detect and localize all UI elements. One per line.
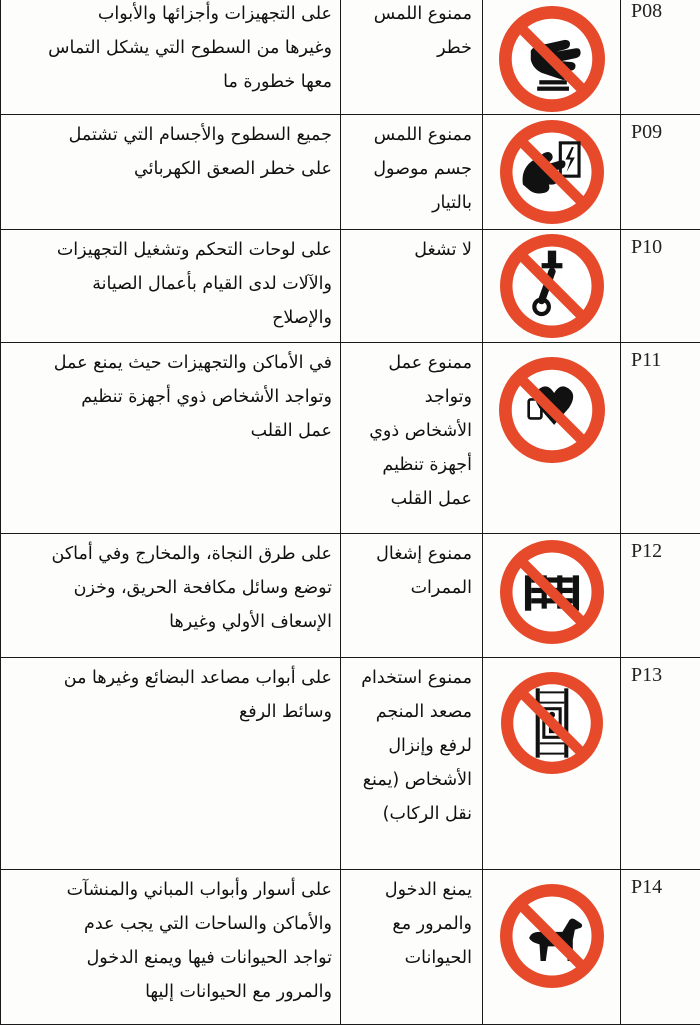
icon-cell bbox=[483, 230, 621, 343]
place-cell bbox=[1, 115, 341, 230]
meaning-text: ممنوع عمل وتواجد الأشخاص ذوي أجهزة تنظيم عمل القلب bbox=[341, 343, 482, 516]
icon-cell bbox=[483, 658, 621, 870]
do-not-obstruct-icon bbox=[500, 540, 604, 644]
table-row bbox=[1, 115, 700, 230]
code-cell bbox=[621, 534, 700, 658]
code-cell bbox=[621, 343, 700, 534]
place-text: جميع السطوح والأجسام التي تشتمل على خطر الصعق الكهربائي bbox=[1, 115, 340, 186]
no-touching-live-electricity-icon bbox=[500, 120, 604, 224]
place-cell bbox=[1, 534, 341, 658]
do-not-switch-on-icon bbox=[500, 234, 604, 338]
code-label: P11 bbox=[621, 343, 700, 371]
meaning-cell bbox=[341, 534, 483, 658]
place-cell bbox=[1, 343, 341, 534]
place-text: على التجهيزات وأجزائها والأبواب وغيرها من السطوح التي يشكل التماس معها خطورة ما bbox=[1, 0, 340, 99]
meaning-text: يمنع الدخول والمرور مع الحيوانات bbox=[341, 870, 482, 975]
place-text: في الأماكن والتجهيزات حيث يمنع عمل وتواجد الأشخاص ذوي أجهزة تنظيم عمل القلب bbox=[1, 343, 340, 448]
code-label: P10 bbox=[621, 230, 700, 258]
table-row bbox=[1, 230, 700, 343]
meaning-text: لا تشغل bbox=[341, 230, 482, 267]
place-cell bbox=[1, 0, 341, 115]
code-cell bbox=[621, 115, 700, 230]
place-cell bbox=[1, 230, 341, 343]
code-cell bbox=[621, 0, 700, 115]
meaning-text: ممنوع اللمس خطر bbox=[341, 0, 482, 65]
place-text: على طرق النجاة، والمخارج وفي أماكن توضع وسائل مكافحة الحريق، وخزن الإسعاف الأولي وغيرها bbox=[1, 534, 340, 639]
no-touching-hand-icon bbox=[499, 6, 605, 112]
meaning-cell bbox=[341, 343, 483, 534]
meaning-cell bbox=[341, 870, 483, 1025]
meaning-cell bbox=[341, 115, 483, 230]
table-row bbox=[1, 658, 700, 870]
place-cell bbox=[1, 870, 341, 1025]
place-text: على أبواب مصاعد البضائع وغيرها من وسائط الرفع bbox=[1, 658, 340, 729]
no-pacemaker-icon bbox=[499, 357, 605, 463]
table-row bbox=[1, 870, 700, 1025]
code-label: P08 bbox=[621, 0, 700, 22]
no-person-lift-icon bbox=[501, 672, 603, 774]
code-label: P13 bbox=[621, 658, 700, 686]
place-text: على لوحات التحكم وتشغيل التجهيزات والآلات لدى القيام بأعمال الصيانة والإصلاح bbox=[1, 230, 340, 335]
icon-cell bbox=[483, 343, 621, 534]
place-text: على أسوار وأبواب المباني والمنشآت والأماكن والساحات التي يجب عدم تواجد الحيوانات فيها ويمنع الدخول والمرور مع الحيوانات إليها bbox=[1, 870, 340, 1009]
meaning-text: ممنوع إشغال الممرات bbox=[341, 534, 482, 605]
code-label: P12 bbox=[621, 534, 700, 562]
code-cell bbox=[621, 658, 700, 870]
icon-cell bbox=[483, 870, 621, 1025]
meaning-cell bbox=[341, 658, 483, 870]
code-cell bbox=[621, 230, 700, 343]
table-row bbox=[1, 343, 700, 534]
icon-cell bbox=[483, 115, 621, 230]
no-dogs-icon bbox=[500, 884, 604, 988]
icon-cell bbox=[483, 0, 621, 115]
table-row bbox=[1, 534, 700, 658]
meaning-text: ممنوع استخدام مصعد المنجم لرفع وإنزال الأشخاص (يمنع نقل الركاب) bbox=[341, 658, 482, 831]
meaning-cell bbox=[341, 230, 483, 343]
table-row bbox=[1, 0, 700, 115]
code-label: P09 bbox=[621, 115, 700, 143]
code-cell bbox=[621, 870, 700, 1025]
icon-cell bbox=[483, 534, 621, 658]
code-label: P14 bbox=[621, 870, 700, 898]
meaning-text: ممنوع اللمس جسم موصول بالتيار bbox=[341, 115, 482, 220]
meaning-cell bbox=[341, 0, 483, 115]
place-cell bbox=[1, 658, 341, 870]
